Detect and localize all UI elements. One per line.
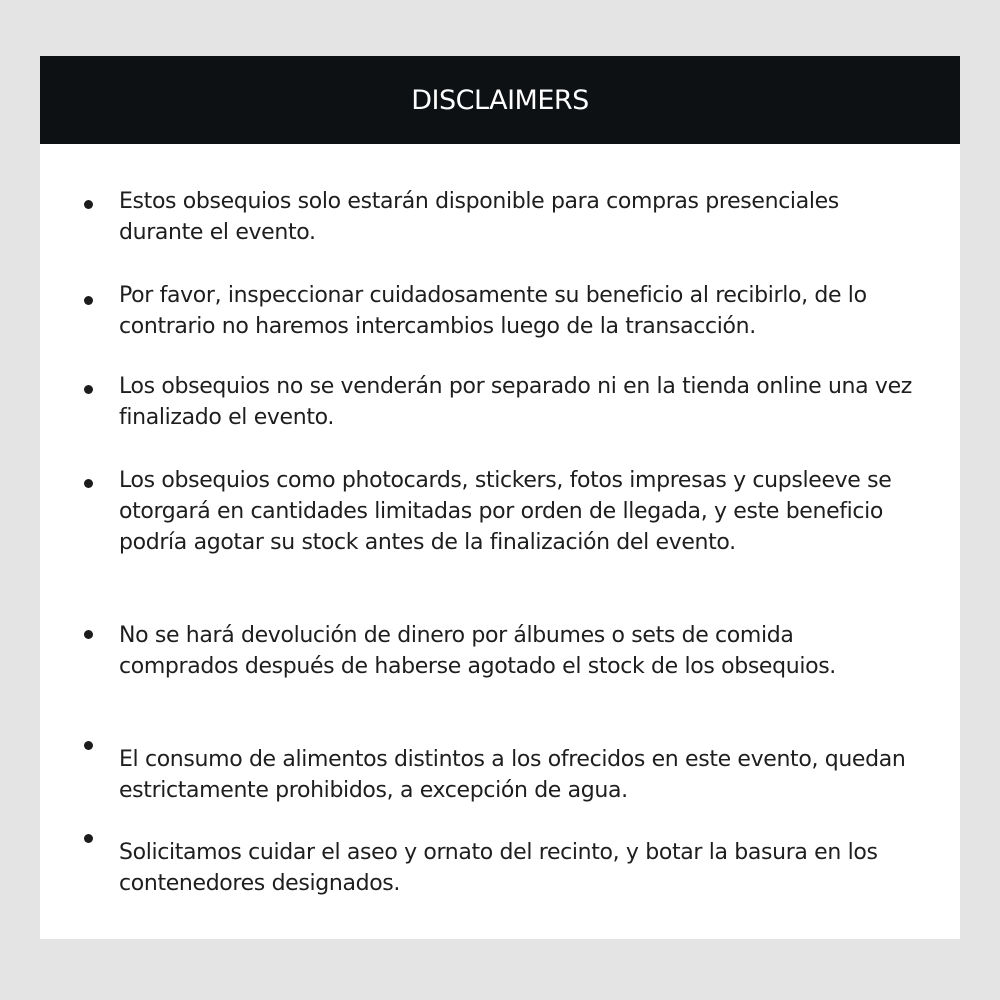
bullet-icon bbox=[84, 630, 93, 639]
disclaimer-text: Los obsequios como photocards, stickers, fotos impresas y cupsleeve se otorgará en cantidades limitadas por orden de llegada, y este beneficio podría agotar su stock antes de la finalización del evento. bbox=[119, 468, 892, 555]
disclaimer-text: Por favor, inspeccionar cuidadosamente su beneficio al recibirlo, de lo contrario no haremos intercambios luego de la transacción. bbox=[119, 283, 867, 339]
bullet-icon bbox=[84, 200, 93, 209]
disclaimer-text: No se hará devolución de dinero por álbumes o sets de comida comprados después de haberse agotado el stock de los obsequios. bbox=[119, 623, 836, 679]
disclaimers-card bbox=[40, 56, 960, 939]
disclaimer-text: Solicitamos cuidar el aseo y ornato del recinto, y botar la basura en los contenedores designados. bbox=[119, 840, 878, 896]
bullet-icon bbox=[84, 296, 93, 305]
bullet-icon bbox=[84, 741, 93, 750]
page-title: DISCLAIMERS bbox=[411, 84, 589, 116]
header-bar bbox=[40, 56, 960, 144]
disclaimer-text: Los obsequios no se venderán por separado ni en la tienda online una vez finalizado el evento. bbox=[119, 374, 912, 430]
bullet-icon bbox=[84, 385, 93, 394]
disclaimer-text: El consumo de alimentos distintos a los ofrecidos en este evento, quedan estrictamente prohibidos, a excepción de agua. bbox=[119, 747, 906, 803]
bullet-icon bbox=[84, 479, 93, 488]
disclaimer-text: Estos obsequios solo estarán disponible para compras presenciales durante el evento. bbox=[119, 189, 839, 245]
bullet-icon bbox=[84, 834, 93, 843]
